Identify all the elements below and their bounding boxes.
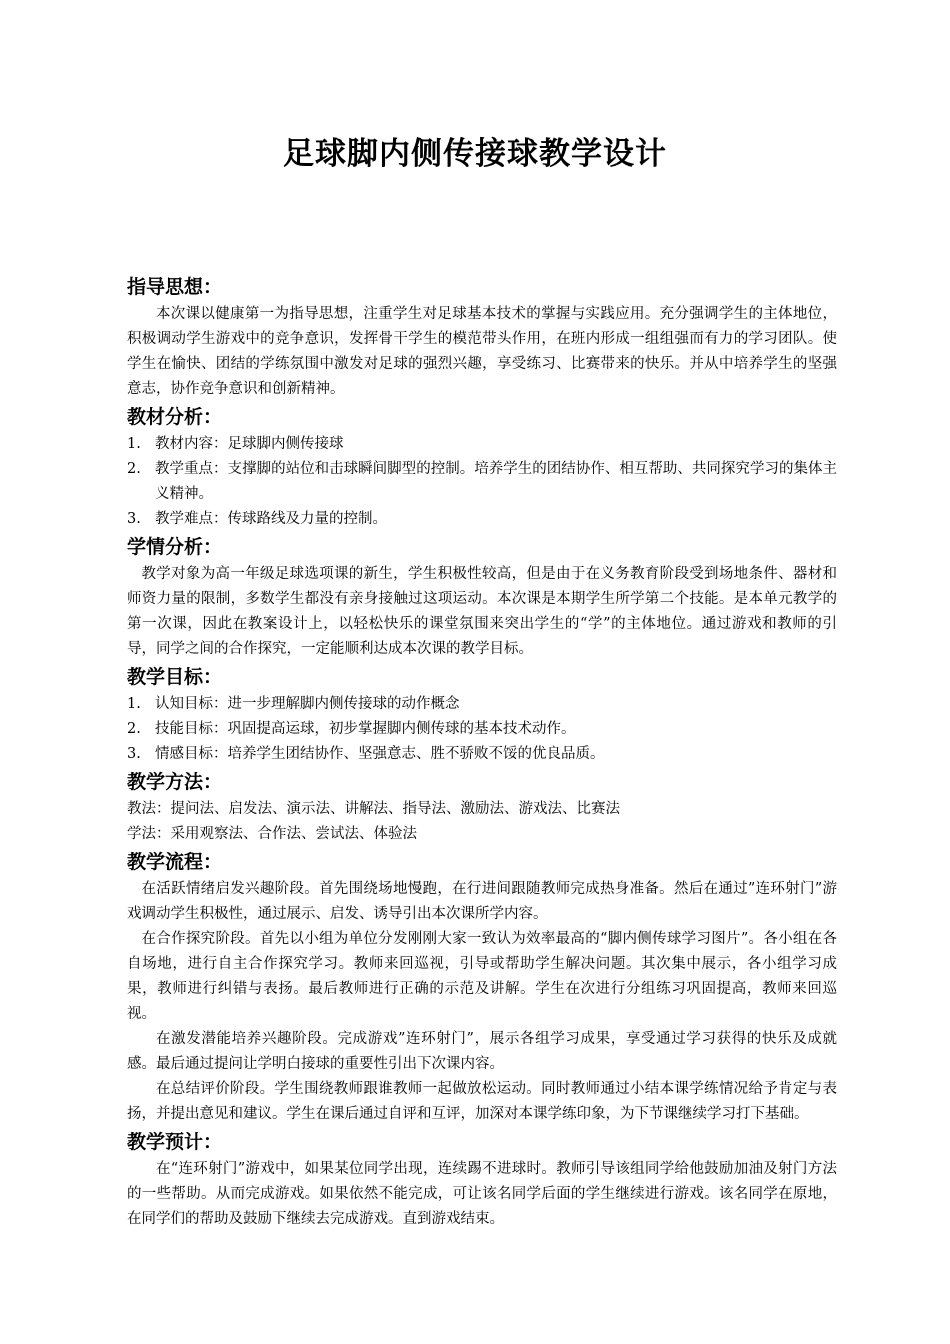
learning-methods-line: 学法：采用观察法、合作法、尝试法、体验法 [127, 826, 417, 842]
list-text: 情感目标：培养学生团结协作、坚强意志、胜不骄败不馁的优良品质。 [155, 746, 605, 762]
section-heading-guiding: 指导思想： [127, 276, 223, 298]
list-item [127, 692, 837, 717]
list-number: 3. [127, 511, 141, 527]
process-paragraph-4: 在总结评价阶段。学生围绕教师跟谁教师一起做放松运动。同时教师通过小结本课学练情况给予肯定与表扬，并提出意见和建议。学生在课后通过自评和互评，加深对本课学练印象，为下节课继续学习打下基础。 [127, 1081, 837, 1122]
list-item [127, 742, 837, 767]
section-heading-material: 教材分析： [127, 406, 223, 428]
section-heading-forecast: 教学预计： [127, 1131, 223, 1153]
forecast-paragraph: 在“连环射门”游戏中，如果某位同学出现，连续踢不进球时。教师引导该组同学给他鼓励加油及射门方法的一些帮助。从而完成游戏。如果依然不能完成，可让该名同学后面的学生继续进行游戏。该名同学在原地，在同学们的帮助及鼓励下继续去完成游戏。直到游戏结束。 [127, 1161, 837, 1227]
section-heading-process: 教学流程： [127, 851, 223, 873]
list-text: 技能目标：巩固提高运球，初步掌握脚内侧传球的基本技术动作。 [155, 721, 576, 737]
process-paragraph-2: 在合作探究阶段。首先以小组为单位分发刚刚大家一致认为效率最高的“脚内侧传球学习图片”。各小组在各自场地，进行自主合作探究学习。教师来回巡视，引导或帮助学生解决问题。其次集中展示，各小组学习成果，教师进行纠错与表扬。最后教师进行正确的示范及讲解。学生在次进行分组练习巩固提高，教师来回巡视。 [127, 931, 837, 1022]
document-body [127, 272, 837, 1232]
process-paragraph-3: 在激发潜能培养兴趣阶段。完成游戏”连环射门”，展示各组学习成果，享受通过学习获得的快乐及成就感。最后通过提问让学明白接球的重要性引出下次课内容。 [127, 1031, 837, 1072]
list-item [127, 717, 837, 742]
process-paragraph-1: 在活跃情绪启发兴趣阶段。首先围绕场地慢跑，在行进间跟随教师完成热身准备。然后在通过”连环射门”游戏调动学生积极性，通过展示、启发、诱导引出本次课所学内容。 [127, 881, 837, 922]
list-text: 教材内容：足球脚内侧传接球 [155, 436, 344, 452]
list-number: 3. [127, 746, 141, 762]
list-number: 2. [127, 721, 141, 737]
list-item [127, 432, 837, 457]
list-number: 1. [127, 696, 141, 712]
material-list [127, 432, 837, 532]
list-text: 认知目标：进一步理解脚内侧传接球的动作概念 [155, 696, 460, 712]
section-heading-methods: 教学方法： [127, 771, 223, 793]
section-heading-objectives: 教学目标： [127, 666, 223, 688]
list-text: 教学重点：支撑脚的站位和击球瞬间脚型的控制。培养学生的团结协作、相互帮助、共同探究学习的集体主义精神。 [155, 461, 837, 502]
section-heading-students: 学情分析： [127, 536, 223, 558]
list-number: 1. [127, 436, 141, 452]
list-text: 教学难点：传球路线及力量的控制。 [155, 511, 387, 527]
list-item [127, 457, 837, 507]
document-title: 足球脚内侧传接球教学设计 [283, 136, 667, 172]
list-number: 2. [127, 461, 141, 477]
objectives-list [127, 692, 837, 767]
students-paragraph: 教学对象为高一年级足球选项课的新生，学生积极性较高，但是由于在义务教育阶段受到场地条件、器材和师资力量的限制，多数学生都没有亲身接触过这项运动。本次课是本期学生所学第二个技能。是本单元教学的第一次课，因此在教案设计上，以轻松快乐的课堂氛围来突出学生的“学”的主体地位。通过游戏和教师的引导，同学之间的合作探究，一定能顺利达成本次课的教学目标。 [127, 566, 837, 657]
teaching-methods-line: 教法：提问法、启发法、演示法、讲解法、指导法、激励法、游戏法、比赛法 [127, 801, 620, 817]
guiding-paragraph: 本次课以健康第一为指导思想，注重学生对足球基本技术的掌握与实践应用。充分强调学生的主体地位，积极调动学生游戏中的竞争意识，发挥骨干学生的模范带头作用，在班内形成一组组强而有力的学习团队。使学生在愉快、团结的学练氛围中激发对足球的强烈兴趣，享受练习、比赛带来的快乐。并从中培养学生的坚强意志，协作竞争意识和创新精神。 [127, 306, 837, 397]
list-item [127, 507, 837, 532]
